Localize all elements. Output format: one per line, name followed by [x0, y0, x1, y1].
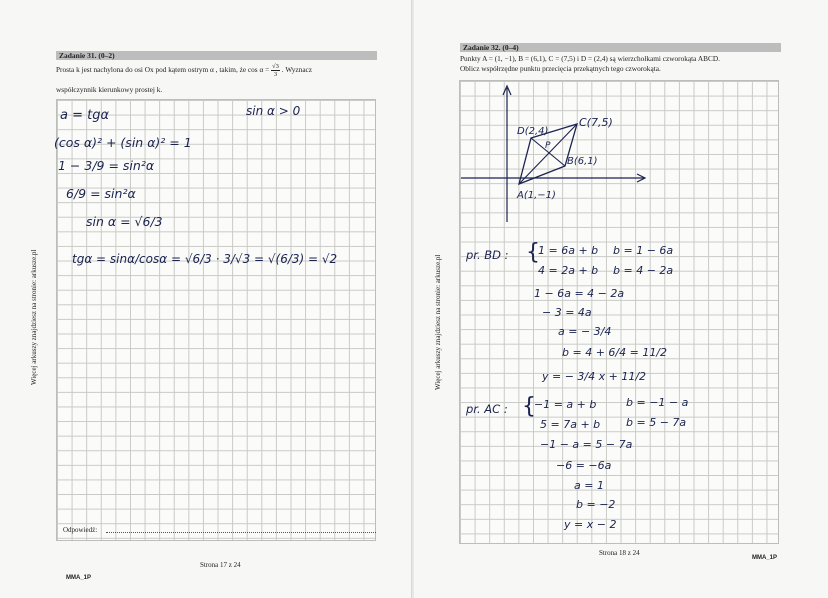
- task-31-prompt: [56, 63, 386, 78]
- hw-bd-line: y = − 3/4 x + 11/2: [542, 370, 647, 383]
- side-note-left: Więcej arkuszy znajdziesz na stronie: arkusze.pl: [30, 249, 38, 385]
- page-number-left: Strona 17 z 24: [200, 561, 241, 569]
- hw-ac-eq1: −1 = a + b: [534, 398, 597, 411]
- hw-bd-eq1-right: b = 1 − 6a: [613, 244, 674, 257]
- hw-ac-line: y = x − 2: [564, 518, 617, 531]
- hw-bd-label: pr. BD :: [466, 248, 509, 262]
- label-p: P: [545, 141, 551, 151]
- label-b: B(6,1): [567, 156, 598, 167]
- cos-numerator: √3: [272, 63, 279, 70]
- hw-line-sin-value: sin α = √6/3: [86, 214, 163, 229]
- hw-ac-brace: {: [522, 394, 536, 419]
- prompt-line1-b: . Wyznacz: [281, 65, 313, 75]
- hw-bd-eq5: a = − 3/4: [558, 325, 612, 338]
- hw-line-a-tg: a = tgα: [60, 108, 110, 123]
- task-31-title: Zadanie 31. (0–2): [56, 51, 377, 60]
- hw-bd-eq2-right: b = 4 − 2a: [613, 264, 674, 277]
- side-note-right: Więcej arkuszy znajdziesz na stronie: arkusze.pl: [434, 254, 442, 390]
- label-d: D(2,4): [517, 126, 549, 137]
- hw-bd-eq1: 1 = 6a + b: [538, 244, 599, 257]
- hw-line-one-minus: 1 − 3/9 = sin²α: [58, 158, 155, 173]
- hw-ac-eq2: 5 = 7a + b: [540, 418, 601, 431]
- coordinate-sketch: [459, 80, 777, 230]
- hw-ac-eq3: −1 − a = 5 − 7a: [540, 438, 633, 451]
- task-32-prompt-line1: Punkty A = (1, −1), B = (6,1), C = (7,5) i D = (2,4) są wierzchołkami czworokąta ABCD.: [460, 54, 720, 63]
- hw-ac-eq5: a = 1: [574, 479, 604, 492]
- label-a: A(1,−1): [517, 190, 556, 201]
- task-32-title: Zadanie 32. (0–4): [460, 43, 781, 52]
- hw-bd-eq2: 4 = 2a + b: [538, 264, 599, 277]
- page-number-right: Strona 18 z 24: [599, 549, 640, 557]
- task-32-prompt-line2: Oblicz współrzędne punktu przecięcia przekątnych tego czworokąta.: [460, 64, 661, 73]
- answer-line[interactable]: [106, 532, 376, 533]
- task-31-prompt-line2: współczynnik kierunkowy prostej k.: [56, 85, 163, 94]
- hw-ac-eq4: −6 = −6a: [556, 459, 612, 472]
- hw-bd-eq4: − 3 = 4a: [542, 306, 592, 319]
- hw-bd-eq6: b = 4 + 6/4 = 11/2: [562, 346, 668, 359]
- hw-ac-eq2-right: b = 5 − 7a: [626, 416, 687, 429]
- hw-line-tg-result: tgα = sinα/cosα = √6/3 · 3/√3 = √(6/3) = √2: [72, 252, 338, 266]
- hw-ac-eq1-right: b = −1 − a: [626, 396, 689, 409]
- hw-sin-condition: sin α > 0: [246, 104, 301, 118]
- hw-ac-label: pr. AC :: [466, 402, 508, 416]
- exam-code-right: MMA_1P: [752, 555, 778, 561]
- cos-denominator: 3: [273, 71, 278, 78]
- hw-line-six-ninths: 6/9 = sin²α: [66, 186, 136, 201]
- hw-bd-brace: {: [526, 240, 540, 265]
- prompt-line1-a: Prosta k jest nachylona do osi Ox pod kątem ostrym α , takim, że cos α =: [56, 65, 270, 75]
- answer-label: Odpowiedź:: [63, 526, 98, 534]
- left-page: [0, 0, 412, 598]
- hw-bd-eq3: 1 − 6a = 4 − 2a: [534, 287, 625, 300]
- exam-code-left: MMA_1P: [66, 575, 92, 581]
- hw-pythagorean-identity: (cos α)² + (sin α)² = 1: [54, 135, 192, 150]
- hw-ac-eq6: b = −2: [576, 498, 616, 511]
- cos-fraction: [271, 63, 280, 78]
- label-c: C(7,5): [579, 116, 613, 129]
